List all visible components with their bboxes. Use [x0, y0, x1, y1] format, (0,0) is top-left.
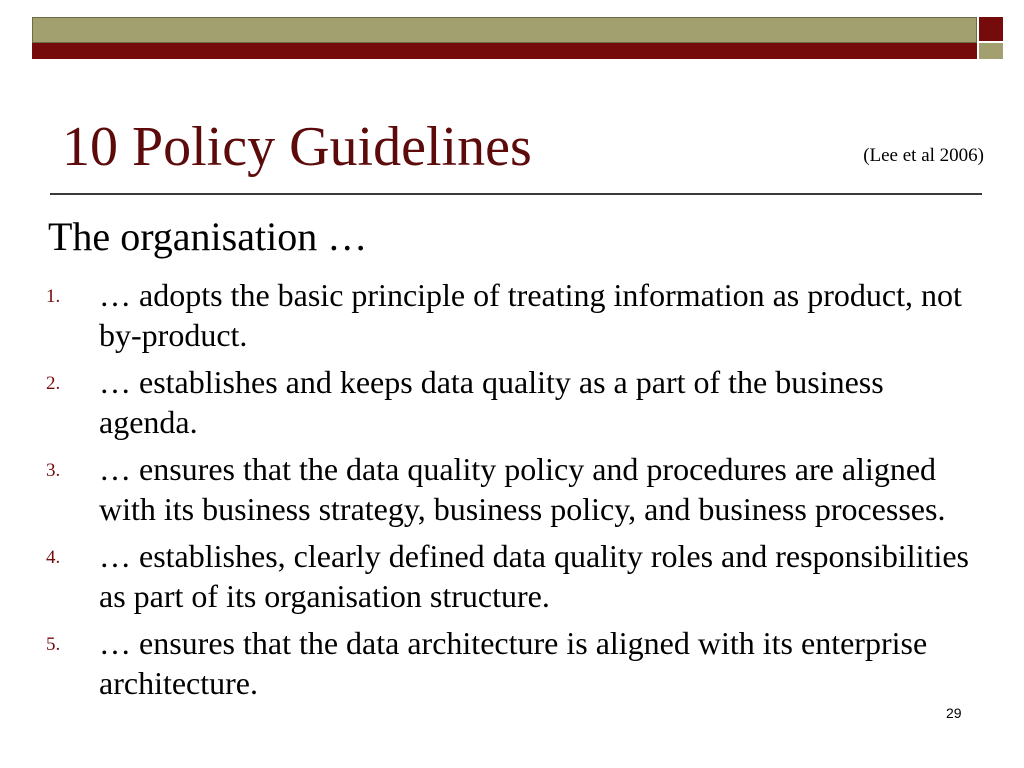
header-banner-maroon [32, 43, 977, 59]
guideline-item [0, 449, 980, 529]
guideline-item [0, 623, 980, 703]
corner-square-maroon [979, 17, 1003, 41]
header-banner-olive [32, 17, 977, 43]
title-divider [50, 193, 982, 195]
guideline-number: 4. [46, 547, 61, 568]
guideline-text: … ensures that the data architecture is aligned with its enterprise architecture. [99, 625, 928, 701]
corner-square-olive [979, 43, 1003, 59]
guideline-list [0, 275, 980, 710]
guideline-text: … adopts the basic principle of treating information as product, not by-product. [99, 277, 962, 353]
guideline-text: … establishes and keeps data quality as a part of the business agenda. [99, 364, 884, 440]
guideline-number: 1. [46, 286, 61, 307]
page-number: 29 [946, 705, 962, 721]
guideline-item [0, 536, 980, 616]
intro-text: The organisation … [48, 214, 368, 259]
guideline-text: … establishes, clearly defined data quality roles and responsibilities as part of its organisation structure. [99, 538, 969, 614]
guideline-item [0, 275, 980, 355]
guideline-item [0, 362, 980, 442]
guideline-number: 5. [46, 634, 61, 655]
guideline-text: … ensures that the data quality policy and procedures are aligned with its business strategy, business policy, and business processes. [99, 451, 946, 527]
slide-title: 10 Policy Guidelines [62, 116, 532, 178]
citation: (Lee et al 2006) [863, 145, 984, 166]
guideline-number: 2. [46, 373, 61, 394]
guideline-number: 3. [46, 460, 61, 481]
